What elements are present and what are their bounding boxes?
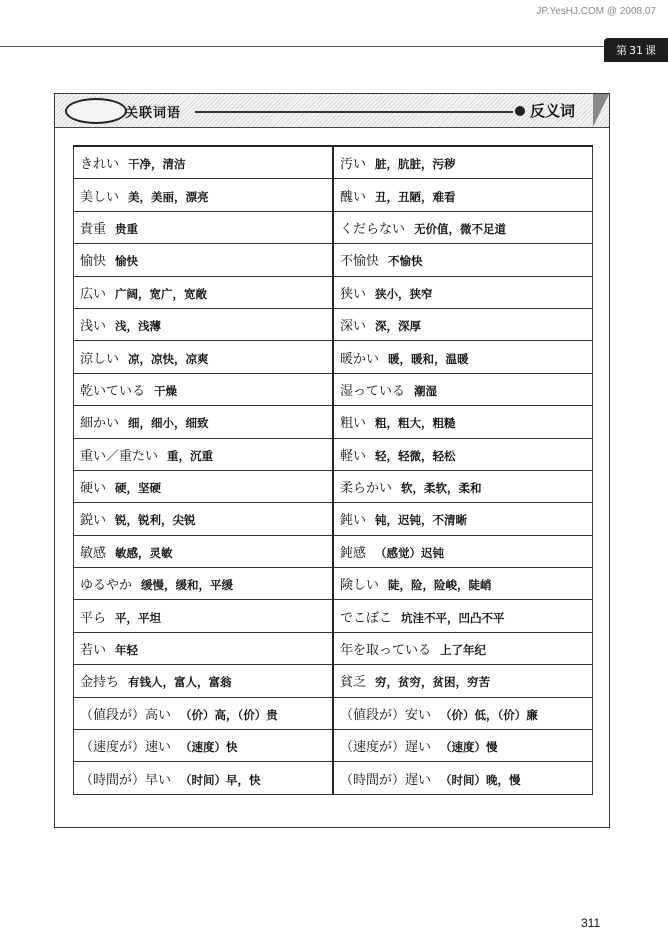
chinese-meaning: 年轻 <box>115 643 139 658</box>
right-cell <box>333 308 593 340</box>
chinese-meaning: （价）低，（价）廉 <box>440 707 538 722</box>
japanese-word: （速度が）遅い <box>340 740 432 756</box>
chinese-meaning: 脏，肮脏，污秽 <box>375 157 456 172</box>
chinese-meaning: 凉，凉快，凉爽 <box>128 351 209 366</box>
japanese-word: 広い <box>80 286 107 302</box>
speech-bubble-icon <box>65 98 127 124</box>
left-cell <box>74 503 334 535</box>
right-cell <box>333 665 593 697</box>
right-cell <box>333 276 593 308</box>
table-row <box>74 665 593 697</box>
chinese-meaning: 丑，丑陋，难看 <box>375 189 456 204</box>
table-row <box>74 244 593 276</box>
left-cell <box>74 438 334 470</box>
left-cell <box>74 146 334 179</box>
left-cell <box>74 244 334 276</box>
japanese-word: （速度が）速い <box>80 740 172 756</box>
chinese-meaning: （价）高，（价）贵 <box>180 707 278 722</box>
chinese-meaning: 广阔，宽广，宽敞 <box>115 286 208 301</box>
left-cell <box>74 276 334 308</box>
japanese-word: 涼しい <box>80 351 120 367</box>
table-row <box>74 730 593 762</box>
japanese-word: 愉快 <box>80 254 107 270</box>
japanese-word: 醜い <box>340 189 367 205</box>
japanese-word: 重い／重たい <box>80 448 159 464</box>
right-cell <box>333 697 593 729</box>
japanese-word: 粗い <box>340 416 367 432</box>
chinese-meaning: 无价值，微不足道 <box>414 221 507 236</box>
header-rule <box>0 46 610 47</box>
left-cell <box>74 308 334 340</box>
table-row <box>74 697 593 729</box>
chinese-meaning: 钝，迟钝，不清晰 <box>375 513 468 528</box>
chinese-meaning: （速度）慢 <box>440 740 498 755</box>
japanese-word: 貴重 <box>80 221 107 237</box>
japanese-word: 深い <box>340 319 367 335</box>
left-cell <box>74 341 334 373</box>
table-row <box>74 438 593 470</box>
left-cell <box>74 697 334 729</box>
right-cell <box>333 146 593 179</box>
section-banner <box>55 94 609 128</box>
japanese-word: 金持ち <box>80 675 120 691</box>
left-cell <box>74 470 334 502</box>
table-row <box>74 406 593 438</box>
chinese-meaning: 硬，坚硬 <box>115 481 162 496</box>
table-row <box>74 211 593 243</box>
japanese-word: 柔らかい <box>340 481 393 497</box>
table-row <box>74 308 593 340</box>
banner-fold-corner <box>593 94 609 127</box>
chinese-meaning: 软，柔软，柔和 <box>401 481 482 496</box>
right-cell <box>333 179 593 211</box>
japanese-word: 鈍い <box>340 513 367 529</box>
japanese-word: 敏感 <box>80 545 107 561</box>
right-cell <box>333 632 593 664</box>
japanese-word: ゆるやか <box>80 578 133 594</box>
chinese-meaning: 坑洼不平，凹凸不平 <box>401 610 505 625</box>
chinese-meaning: 粗，粗大，粗糙 <box>375 416 456 431</box>
table-row <box>74 503 593 535</box>
japanese-word: （時間が）早い <box>80 772 172 788</box>
right-cell <box>333 568 593 600</box>
right-cell <box>333 438 593 470</box>
chinese-meaning: 不愉快 <box>388 254 423 269</box>
right-cell <box>333 373 593 405</box>
lesson-suffix: 课 <box>645 44 656 57</box>
left-cell <box>74 730 334 762</box>
banner-left-title: 关联词语 <box>125 106 182 121</box>
right-cell <box>333 600 593 632</box>
lesson-prefix: 第 <box>616 44 627 57</box>
page-number: 311 <box>581 916 601 930</box>
chinese-meaning: 干燥 <box>154 383 178 398</box>
japanese-word: きれい <box>80 157 120 173</box>
chinese-meaning: 潮湿 <box>414 383 438 398</box>
chinese-meaning: （速度）快 <box>180 740 238 755</box>
japanese-word: 貧乏 <box>340 675 367 691</box>
japanese-word: 乾いている <box>80 383 146 399</box>
japanese-word: くだらない <box>340 221 406 237</box>
chinese-meaning: 浅，浅薄 <box>115 319 162 334</box>
chinese-meaning: 有钱人，富人，富翁 <box>128 675 232 690</box>
japanese-word: 浅い <box>80 319 107 335</box>
right-cell <box>333 730 593 762</box>
right-cell <box>333 211 593 243</box>
japanese-word: （値段が）高い <box>80 707 172 723</box>
table-row <box>74 568 593 600</box>
table-row <box>74 535 593 567</box>
chinese-meaning: 陡，险，险峻，陡峭 <box>388 578 492 593</box>
left-cell <box>74 600 334 632</box>
japanese-word: 汚い <box>340 157 367 173</box>
right-cell <box>333 762 593 794</box>
table-row <box>74 632 593 664</box>
table-row <box>74 600 593 632</box>
left-cell <box>74 373 334 405</box>
chinese-meaning: 穷，贫穷，贫困，穷苦 <box>375 675 491 690</box>
site-watermark: JP.YesHJ.COM @ 2008.07 <box>536 6 656 17</box>
japanese-word: 美しい <box>80 189 120 205</box>
lesson-number: 31 <box>629 43 643 57</box>
antonym-table <box>73 145 593 795</box>
table-row <box>74 341 593 373</box>
chinese-meaning: 愉快 <box>115 254 139 269</box>
japanese-word: （値段が）安い <box>340 707 432 723</box>
left-cell <box>74 211 334 243</box>
japanese-word: （時間が）遅い <box>340 772 432 788</box>
chinese-meaning: 重，沉重 <box>167 448 214 463</box>
chinese-meaning: 平，平坦 <box>115 610 162 625</box>
japanese-word: 細かい <box>80 416 120 432</box>
banner-right-title: 反义词 <box>530 102 576 120</box>
table-row <box>74 373 593 405</box>
table-row <box>74 179 593 211</box>
japanese-word: 若い <box>80 643 107 659</box>
left-cell <box>74 665 334 697</box>
table-row <box>74 762 593 794</box>
japanese-word: 平ら <box>80 610 107 626</box>
japanese-word: 不愉快 <box>340 254 380 270</box>
chinese-meaning: 敏感，灵敏 <box>115 545 173 560</box>
chinese-meaning: 缓慢，缓和，平缓 <box>141 578 234 593</box>
table-row <box>74 146 593 179</box>
japanese-word: 険しい <box>340 578 380 594</box>
chinese-meaning: 美，美丽，漂亮 <box>128 189 209 204</box>
left-cell <box>74 179 334 211</box>
japanese-word: でこぼこ <box>340 610 393 626</box>
japanese-word: 暖かい <box>340 351 380 367</box>
chinese-meaning: 贵重 <box>115 221 139 236</box>
left-cell <box>74 535 334 567</box>
chinese-meaning: 暖，暖和，温暖 <box>388 351 469 366</box>
left-cell <box>74 406 334 438</box>
japanese-word: 湿っている <box>340 383 406 399</box>
chinese-meaning: 深，深厚 <box>375 319 422 334</box>
right-cell <box>333 503 593 535</box>
right-cell <box>333 341 593 373</box>
left-cell <box>74 762 334 794</box>
chinese-meaning: （感觉）迟钝 <box>375 545 445 560</box>
lesson-tab <box>604 38 668 62</box>
japanese-word: 鈍感 <box>340 545 367 561</box>
right-cell <box>333 535 593 567</box>
right-cell <box>333 470 593 502</box>
chinese-meaning: （时间）早，快 <box>180 772 261 787</box>
chinese-meaning: （时间）晚，慢 <box>440 772 521 787</box>
japanese-word: 軽い <box>340 448 367 464</box>
chinese-meaning: 轻，轻微，轻松 <box>375 448 456 463</box>
japanese-word: 硬い <box>80 481 107 497</box>
bullet-dot-icon <box>515 106 525 116</box>
japanese-word: 狭い <box>340 286 367 302</box>
chinese-meaning: 细，细小，细致 <box>128 416 209 431</box>
japanese-word: 年を取っている <box>340 643 432 659</box>
left-cell <box>74 632 334 664</box>
right-cell <box>333 244 593 276</box>
chinese-meaning: 锐，锐利，尖锐 <box>115 513 196 528</box>
japanese-word: 鋭い <box>80 513 107 529</box>
chinese-meaning: 狭小，狭窄 <box>375 286 433 301</box>
right-cell <box>333 406 593 438</box>
left-cell <box>74 568 334 600</box>
chinese-meaning: 上了年纪 <box>440 643 487 658</box>
banner-divider <box>195 111 513 113</box>
table-row <box>74 276 593 308</box>
chinese-meaning: 干净，清洁 <box>128 157 186 172</box>
table-row <box>74 470 593 502</box>
